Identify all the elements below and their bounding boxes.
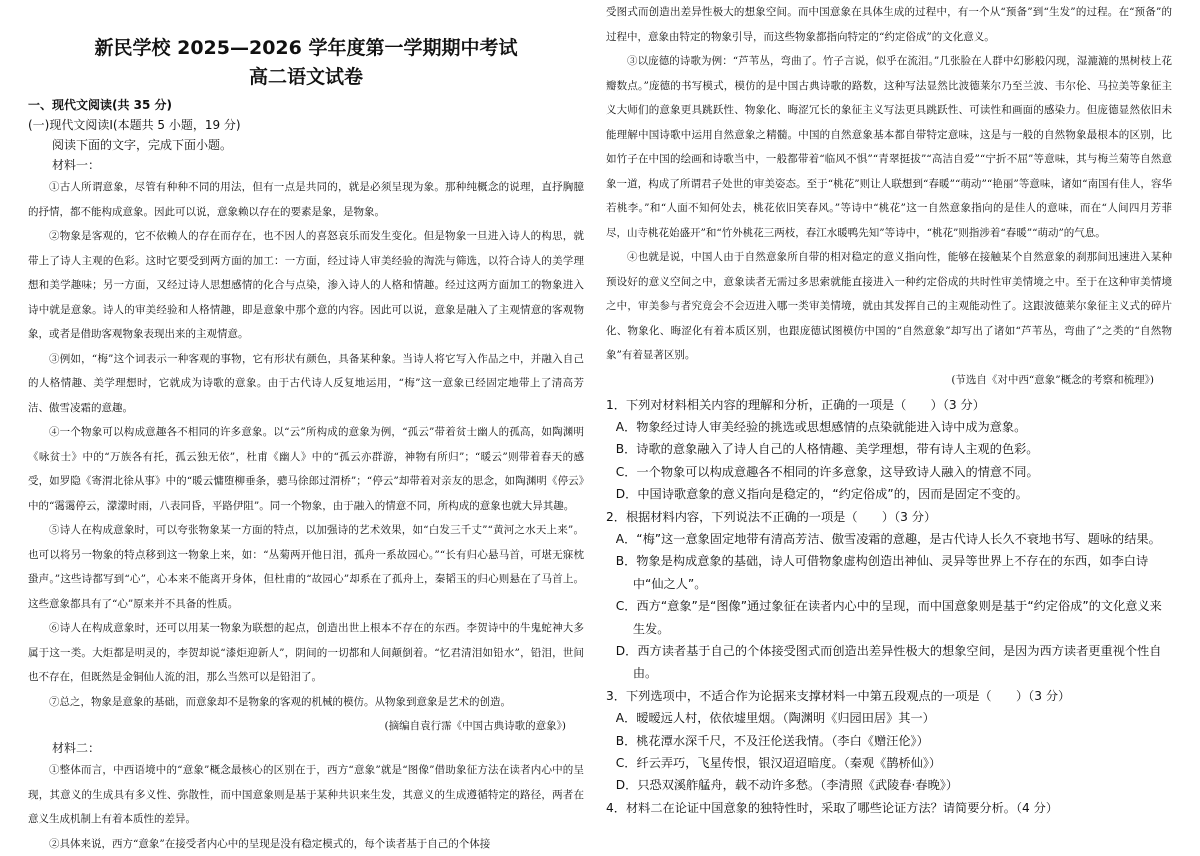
question-option: A．物象经过诗人审美经验的挑选或思想感情的点染就能进入诗中成为意象。 (606, 416, 1172, 438)
material-two-label: 材料二： (28, 738, 584, 758)
material-two-paragraph: ④也就是说，中国人由于自然意象所自带的相对稳定的意义指向性，能够在接触某个自然意象的刹那间迅速进入某种预设好的意义空间之中，意象读者无需过多思索就能直接进入一种约定俗成的共时性审美情境之中。至于在这种审美情境之中，审美参与者究竟会不会迈进入哪一类审美情境，就由其发挥自己的主观能动性了。这跟波德莱尔象征主义式的碎片化、物象化、晦涩化有着本质区别，也跟庞德试图模仿中国的“自然意象”却写出了诸如“芦苇丛，弯曲了”之类的“自然物象”有着显著区别。 (606, 245, 1172, 368)
right-column (606, 0, 1172, 819)
reading-instruction: 阅读下面的文字，完成下面小题。 (28, 135, 584, 155)
left-column (28, 0, 584, 856)
material-one-paragraph: ⑦总之，物象是意象的基础，而意象却不是物象的客观的机械的模仿。从物象到意象是艺术的创造。 (28, 690, 584, 715)
question-list (606, 394, 1172, 820)
material-one-label: 材料一： (28, 155, 584, 175)
section-heading: 一、现代文阅读(共 35 分) (28, 96, 584, 115)
question-option: B．桃花潭水深千尺，不及汪伦送我情。（李白《赠汪伦》） (606, 730, 1172, 752)
question-option: C．一个物象可以构成意趣各不相同的许多意象，这导致诗人融入的情意不同。 (606, 461, 1172, 483)
material-one-paragraph: ②物象是客观的，它不依赖人的存在而存在，也不因人的喜怒哀乐而发生变化。但是物象一旦进入诗人的构思，就带上了诗人主观的色彩。这时它要受到两方面的加工：一方面，经过诗人审美经验的淘洗与筛选，以符合诗人的美学理想和美学趣味；另一方面，又经过诗人思想感情的化合与点染，渗入诗人的人格和情趣。经过这两方面加工的物象进入诗中就是意象。诗人的审美经验和人格情趣，即是意象中那个意的内容。因此可以说，意象是融入了主观情意的客观物象，或者是借助客观物象表现出来的主观情意。 (28, 224, 584, 347)
material-two-paragraph-continued: 受图式而创造出差异性极大的想象空间。而中国意象在具体生成的过程中，有一个从“预备”到“生发”的过程。在“预备”的过程中，意象由特定的物象引导，而这些物象都指向特定的“约定俗成”的文化意义。 (606, 0, 1172, 49)
question-option: A．“梅”这一意象固定地带有清高芳洁、傲雪凌霜的意趣，是古代诗人长久不衰地书写、题咏的结果。 (606, 528, 1172, 550)
question-option: C．纤云弄巧，飞星传恨，银汉迢迢暗度。（秦观《鹊桥仙》） (606, 752, 1172, 774)
question-option: D．中国诗歌意象的意义指向是稳定的，“约定俗成”的，因而是固定不变的。 (606, 483, 1172, 505)
material-two-paragraph: ③以庞德的诗歌为例：“芦苇丛，弯曲了。竹子言说，似乎在流泪。”几张脸在人群中幻影般闪现，湿漉漉的黑树枝上花瓣数点。”庞德的书写模式，模仿的是中国古典诗歌的路数，这种写法显然比波德莱尔乃至兰波、韦尔伦、马拉美等象征主义大师们的意象更具跳跃性、物象化、晦涩冗长的象征主义写法更具跳跃性、可读性和画面的感染力。但庞德显然依旧未能理解中国诗歌中运用自然意象之精髓。中国的自然意象基本都自带特定意味，这是与一般的自然物象最根本的区别，比如竹子在中国的绘画和诗歌当中，一般都带着“临风不惧”“青翠挺拔”“高洁自爱”“宁折不屈”等意味，其与梅兰菊等自然意象一道，构成了所谓君子处世的审美姿态。至于“桃花”则让人联想到“春暖”“萌动”“艳丽”等意味，诸如“南国有佳人，容华若桃李。”和“人面不知何处去，桃花依旧笑春风。”等诗中“桃花”这一自然意象指向的是佳人的意味，而在“人间四月芳菲尽，山寺桃花始盛开”和“竹外桃花三两枝，春江水暖鸭先知”等诗中，“桃花”则指涉着“春暖”“萌动”的气息。 (606, 49, 1172, 245)
material-one-paragraph: ③例如，“梅”这个词表示一种客观的事物，它有形状有颜色，具备某种象。当诗人将它写入作品之中，并融入自己的人格情趣、美学理想时，它就成为诗歌的意象。由于古代诗人反复地运用，“梅”这一意象已经固定地带上了清高芳洁、傲雪凌霜的意趣。 (28, 347, 584, 421)
subsection-heading: (一)现代文阅读Ⅰ(本题共 5 小题，19 分) (28, 115, 584, 135)
exam-title: 新民学校 2025—2026 学年度第一学期期中考试 (28, 34, 584, 63)
question-stem: 2．根据材料内容，下列说法不正确的一项是（ ）（3 分） (606, 506, 1172, 528)
question-stem: 1．下列对材料相关内容的理解和分析，正确的一项是（ ）（3 分） (606, 394, 1172, 416)
question-option: B．诗歌的意象融入了诗人自己的人格情趣、美学理想，带有诗人主观的色彩。 (606, 438, 1172, 460)
material-two-source: (节选自《对中西“意象”概念的考察和梳理》) (606, 368, 1172, 392)
material-two-paragraph: ②具体来说，西方“意象”在接受者内心中的呈现是没有稳定模式的，每个读者基于自己的个体接 (28, 832, 584, 856)
question-option: D．西方读者基于自己的个体接受图式而创造出差异性极大的想象空间，是因为西方读者更重视个性自由。 (606, 640, 1172, 685)
material-one-source: (摘编自袁行霈《中国古典诗歌的意象》) (28, 714, 584, 738)
material-one-paragraph: ④一个物象可以构成意趣各不相同的许多意象。以“云”所构成的意象为例，“孤云”带着贫士幽人的孤高，如陶渊明《咏贫士》中的“万族各有托，孤云独无依”，杜甫《幽人》中的“孤云亦群游，神物有所归”；“暖云”则带着春天的感受，如罗隐《寄渭北徐从事》中的“暖云慵堕柳垂条，骢马徐郎过渭桥”；“停云”却带着对亲友的思念，如陶渊明《停云》中的“霭霭停云，濛濛时雨，八表同昏，平路伊阻”。同一个物象，由于融入的情意不同，所构成的意象也就大异其趣。 (28, 420, 584, 518)
material-one-paragraph: ①古人所谓意象，尽管有种种不同的用法，但有一点是共同的，就是必须呈现为象。那种纯概念的说理，直抒胸臆的抒情，都不能构成意象。因此可以说，意象赖以存在的要素是象，是物象。 (28, 175, 584, 224)
question-stem: 4．材料二在论证中国意象的独特性时，采取了哪些论证方法？请简要分析。（4 分） (606, 797, 1172, 819)
question-option: D．只恐双溪舴艋舟，载不动许多愁。（李清照《武陵春·春晚》） (606, 774, 1172, 796)
exam-subtitle: 高二语文试卷 (28, 63, 584, 92)
question-option: B．物象是构成意象的基础，诗人可借物象虚构创造出神仙、灵异等世界上不存在的东西，如李白诗中“仙之人”。 (606, 550, 1172, 595)
material-one-paragraph: ⑥诗人在构成意象时，还可以用某一物象为联想的起点，创造出世上根本不存在的东西。李贺诗中的牛鬼蛇神大多属于这一类。大炬都是明灵的，李贺却说“漆炬迎新人”，阴间的一切都和人间颠倒着。“忆君清泪如铅水”，铅泪，世间也不存在，但既然是金铜仙人流的泪，那么当然可以是铅泪了。 (28, 616, 584, 690)
material-one-paragraph: ⑤诗人在构成意象时，可以夸张物象某一方面的特点，以加强诗的艺术效果，如“白发三千丈”“黄河之水天上来”。也可以将另一物象的特点移到这一物象上来，如：“丛菊两开他日泪，孤舟一系故园心。”“长有归心悬马首，可堪无寐枕蛩声。”这些诗都写到“心”，心本来不能离开身体，但杜甫的“故园心”却系在了孤舟上，秦韬玉的归心则悬在了马首上。这些意象都具有了“心”原来并不具备的性质。 (28, 518, 584, 616)
question-option: C．西方“意象”是“图像”通过象征在读者内心中的呈现，而中国意象则是基于“约定俗成”的文化意义来生发。 (606, 595, 1172, 640)
question-option: A．暧暧远人村，依依墟里烟。（陶渊明《归园田居》其一） (606, 707, 1172, 729)
question-stem: 3．下列选项中，不适合作为论据来支撑材料一中第五段观点的一项是（ ）（3 分） (606, 685, 1172, 707)
material-two-paragraph: ①整体而言，中西语境中的“意象”概念最核心的区别在于，西方“意象”就是“图像”借助象征方法在读者内心中的呈现，其意义的生成具有多义性、弥散性，而中国意象则是基于某种共识来生发，其意义的生成遵循特定的路径，两者在意义生成机制上有着本质性的差异。 (28, 758, 584, 832)
